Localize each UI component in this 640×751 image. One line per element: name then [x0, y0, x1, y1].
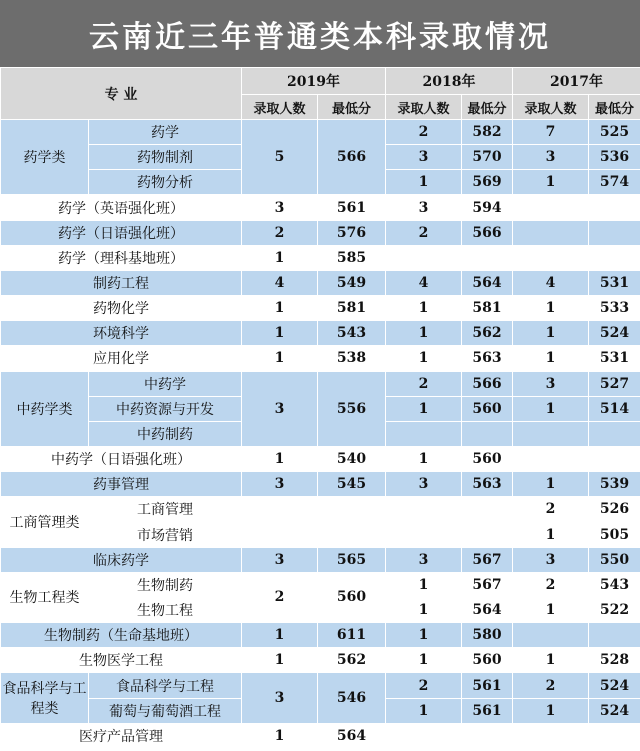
table-row: [1, 120, 640, 145]
min-2017: 574: [589, 170, 640, 195]
min-2019: [318, 497, 386, 522]
min-2017: 533: [589, 296, 640, 321]
group-label: 药学类: [1, 120, 89, 195]
min-2017: 531: [589, 346, 640, 371]
major-name: 应用化学: [1, 346, 242, 371]
year-header-2019: 2019年: [242, 68, 386, 95]
count-2019: 2: [242, 572, 318, 622]
table-row: [1, 220, 640, 245]
min-2018: 567: [462, 547, 513, 572]
page-title: 云南近三年普通类本科录取情况: [0, 0, 640, 67]
group-label: 工商管理类: [1, 497, 89, 547]
major-name: 环境科学: [1, 321, 242, 346]
min-2018: [462, 497, 513, 522]
count-2018: 1: [386, 396, 462, 421]
min-2017: 539: [589, 472, 640, 497]
min-score-header: 最低分: [318, 95, 386, 120]
table-row: [1, 497, 640, 522]
count-header: 录取人数: [386, 95, 462, 120]
table-row: [1, 195, 640, 220]
major-name: 中药资源与开发: [89, 396, 242, 421]
major-name: 药学（理科基地班）: [1, 245, 242, 270]
count-2017: 1: [513, 296, 589, 321]
count-2018: [386, 522, 462, 547]
min-2018: 563: [462, 346, 513, 371]
min-2018: 570: [462, 145, 513, 170]
min-2019: 611: [318, 623, 386, 648]
count-2017: 1: [513, 597, 589, 622]
count-2017: 3: [513, 145, 589, 170]
major-name: 食品科学与工程: [89, 673, 242, 698]
min-2018: 564: [462, 597, 513, 622]
min-2019: 556: [318, 371, 386, 446]
major-name: 工商管理: [89, 497, 242, 522]
count-header: 录取人数: [242, 95, 318, 120]
count-2017: 3: [513, 547, 589, 572]
min-2017: [589, 623, 640, 648]
group-label: 食品科学与工程类: [1, 673, 89, 723]
count-2018: [386, 245, 462, 270]
count-2017: 1: [513, 648, 589, 673]
major-name: 药物分析: [89, 170, 242, 195]
major-name: 中药制药: [89, 421, 242, 446]
min-2018: 594: [462, 195, 513, 220]
major-name: 药物制剂: [89, 145, 242, 170]
table-row: [1, 522, 640, 547]
count-2017: [513, 195, 589, 220]
min-2018: 561: [462, 673, 513, 698]
group-label: 生物工程类: [1, 572, 89, 622]
count-2018: 1: [386, 447, 462, 472]
count-2019: 3: [242, 472, 318, 497]
min-2019: 566: [318, 120, 386, 195]
min-2019: 564: [318, 723, 386, 748]
count-2018: 1: [386, 346, 462, 371]
table-row: [1, 296, 640, 321]
min-2018: 581: [462, 296, 513, 321]
count-2018: 2: [386, 120, 462, 145]
count-2019: 1: [242, 321, 318, 346]
major-name: 药学（英语强化班）: [1, 195, 242, 220]
major-name: 制药工程: [1, 270, 242, 295]
count-2019: 5: [242, 120, 318, 195]
table-row: [1, 723, 640, 748]
count-2019: 3: [242, 547, 318, 572]
count-2017: 1: [513, 698, 589, 723]
min-2018: 566: [462, 371, 513, 396]
min-2018: [462, 723, 513, 748]
count-2019: [242, 497, 318, 522]
count-2019: 3: [242, 673, 318, 723]
count-2019: 1: [242, 245, 318, 270]
major-name: 葡萄与葡萄酒工程: [89, 698, 242, 723]
count-2018: 1: [386, 170, 462, 195]
count-2019: 3: [242, 195, 318, 220]
table-row: [1, 623, 640, 648]
count-2018: 3: [386, 547, 462, 572]
min-2019: 540: [318, 447, 386, 472]
count-2018: 2: [386, 673, 462, 698]
count-2018: [386, 497, 462, 522]
count-2018: 1: [386, 597, 462, 622]
min-2017: [589, 723, 640, 748]
min-2018: 562: [462, 321, 513, 346]
major-name: 生物制药: [89, 572, 242, 597]
table-row: [1, 472, 640, 497]
table-row: [1, 673, 640, 698]
major-name: 生物制药（生命基地班）: [1, 623, 242, 648]
min-2017: [589, 421, 640, 446]
min-2019: 549: [318, 270, 386, 295]
major-name: 市场营销: [89, 522, 242, 547]
min-2019: 560: [318, 572, 386, 622]
table-row: [1, 270, 640, 295]
count-2018: 1: [386, 572, 462, 597]
count-2017: 2: [513, 673, 589, 698]
min-2018: [462, 522, 513, 547]
table-row: [1, 346, 640, 371]
major-name: 中药学（日语强化班）: [1, 447, 242, 472]
min-2019: 543: [318, 321, 386, 346]
min-2018: [462, 245, 513, 270]
min-2019: 576: [318, 220, 386, 245]
major-name: 药事管理: [1, 472, 242, 497]
major-name: 生物工程: [89, 597, 242, 622]
table-row: [1, 321, 640, 346]
count-2019: 1: [242, 648, 318, 673]
min-2018: 567: [462, 572, 513, 597]
count-2018: 3: [386, 195, 462, 220]
count-2018: 3: [386, 145, 462, 170]
count-2019: 1: [242, 296, 318, 321]
count-2018: 1: [386, 321, 462, 346]
major-name: 中药学: [89, 371, 242, 396]
count-2018: [386, 723, 462, 748]
count-2017: 3: [513, 371, 589, 396]
min-2019: 581: [318, 296, 386, 321]
min-2017: 524: [589, 321, 640, 346]
count-2019: 1: [242, 723, 318, 748]
min-2018: 569: [462, 170, 513, 195]
count-2017: 1: [513, 321, 589, 346]
min-2019: 561: [318, 195, 386, 220]
count-2017: 4: [513, 270, 589, 295]
min-2017: [589, 220, 640, 245]
min-2017: 527: [589, 371, 640, 396]
min-2019: 545: [318, 472, 386, 497]
count-2019: 1: [242, 623, 318, 648]
count-2018: 4: [386, 270, 462, 295]
min-2019: 538: [318, 346, 386, 371]
count-2017: [513, 447, 589, 472]
min-2017: 524: [589, 673, 640, 698]
min-2017: 550: [589, 547, 640, 572]
year-header-2017: 2017年: [513, 68, 640, 95]
count-2017: [513, 245, 589, 270]
min-2017: [589, 447, 640, 472]
table-row: [1, 547, 640, 572]
count-header: 录取人数: [513, 95, 589, 120]
count-2019: 2: [242, 220, 318, 245]
count-2017: 1: [513, 396, 589, 421]
min-2018: 563: [462, 472, 513, 497]
count-2017: 2: [513, 572, 589, 597]
year-header-2018: 2018年: [386, 68, 513, 95]
min-2018: 580: [462, 623, 513, 648]
count-2018: 1: [386, 296, 462, 321]
min-2018: [462, 421, 513, 446]
major-name: 临床药学: [1, 547, 242, 572]
min-2019: 585: [318, 245, 386, 270]
min-2017: 522: [589, 597, 640, 622]
table-row: [1, 447, 640, 472]
count-2018: 3: [386, 472, 462, 497]
min-score-header: 最低分: [589, 95, 640, 120]
min-2019: 565: [318, 547, 386, 572]
count-2018: 1: [386, 648, 462, 673]
min-2018: 564: [462, 270, 513, 295]
table-row: [1, 648, 640, 673]
min-2017: [589, 195, 640, 220]
count-2017: [513, 623, 589, 648]
min-2018: 560: [462, 447, 513, 472]
table-row: [1, 371, 640, 396]
group-label: 中药学类: [1, 371, 89, 446]
min-2017: 514: [589, 396, 640, 421]
count-2017: [513, 421, 589, 446]
count-2017: 1: [513, 472, 589, 497]
min-2019: [318, 522, 386, 547]
min-2019: 562: [318, 648, 386, 673]
min-2017: 524: [589, 698, 640, 723]
count-2017: [513, 220, 589, 245]
min-2018: 566: [462, 220, 513, 245]
count-2018: 1: [386, 698, 462, 723]
count-2019: [242, 522, 318, 547]
admission-table: [0, 67, 640, 749]
major-name: 生物医学工程: [1, 648, 242, 673]
min-2017: [589, 245, 640, 270]
min-2019: 546: [318, 673, 386, 723]
major-name: 药学: [89, 120, 242, 145]
count-2019: 3: [242, 371, 318, 446]
min-2017: 528: [589, 648, 640, 673]
min-2017: 531: [589, 270, 640, 295]
count-2017: [513, 723, 589, 748]
count-2017: 2: [513, 497, 589, 522]
table-row: [1, 245, 640, 270]
count-2018: 1: [386, 623, 462, 648]
major-name: 医疗产品管理: [1, 723, 242, 748]
min-2018: 561: [462, 698, 513, 723]
major-header: 专 业: [1, 68, 242, 120]
count-2017: 1: [513, 346, 589, 371]
count-2017: 1: [513, 522, 589, 547]
count-2018: 2: [386, 371, 462, 396]
count-2018: [386, 421, 462, 446]
min-2018: 560: [462, 396, 513, 421]
min-2017: 505: [589, 522, 640, 547]
table-row: [1, 572, 640, 597]
count-2017: 7: [513, 120, 589, 145]
min-score-header: 最低分: [462, 95, 513, 120]
major-name: 药学（日语强化班）: [1, 220, 242, 245]
min-2018: 560: [462, 648, 513, 673]
min-2018: 582: [462, 120, 513, 145]
min-2017: 543: [589, 572, 640, 597]
count-2019: 4: [242, 270, 318, 295]
count-2018: 2: [386, 220, 462, 245]
major-name: 药物化学: [1, 296, 242, 321]
count-2019: 1: [242, 447, 318, 472]
min-2017: 526: [589, 497, 640, 522]
count-2017: 1: [513, 170, 589, 195]
min-2017: 536: [589, 145, 640, 170]
min-2017: 525: [589, 120, 640, 145]
count-2019: 1: [242, 346, 318, 371]
